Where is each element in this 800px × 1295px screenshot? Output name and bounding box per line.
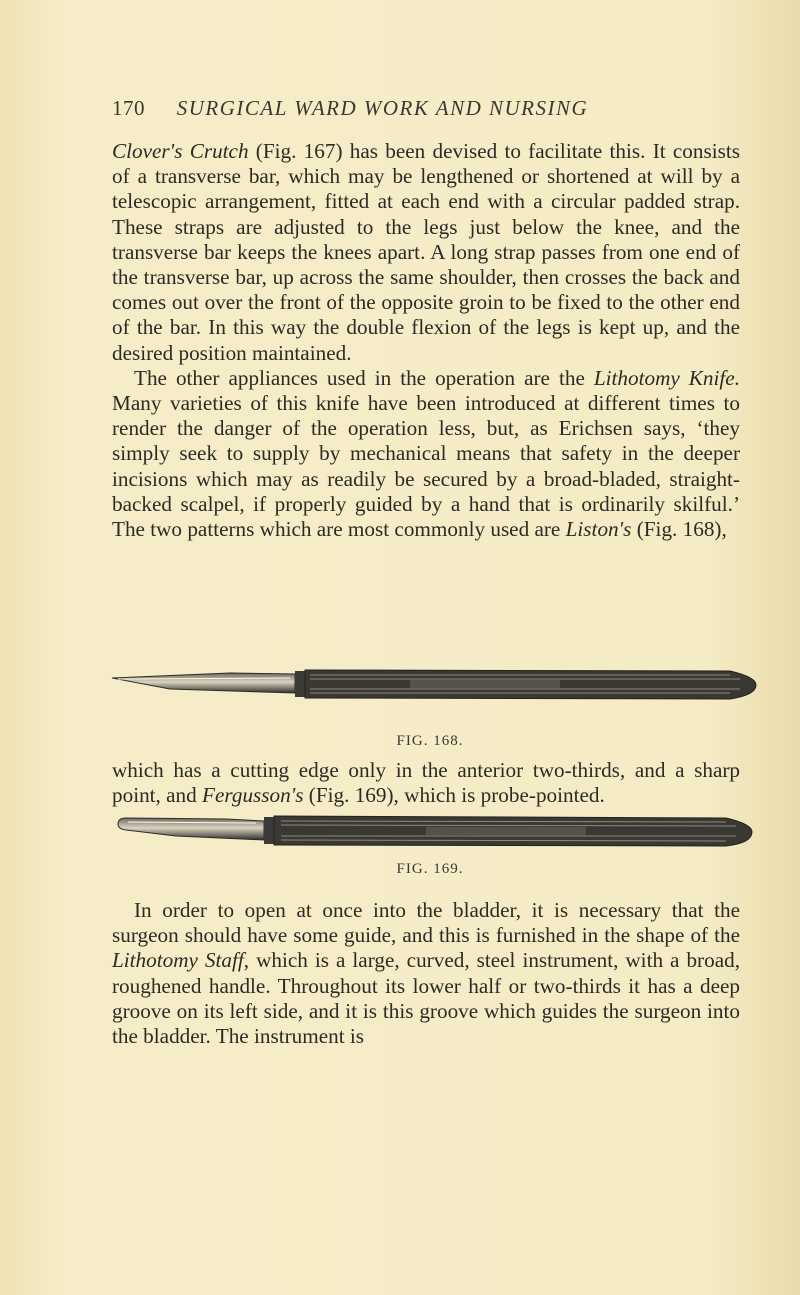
text-block-top	[112, 139, 740, 542]
text-run: (Fig. 169), which is probe-pointed.	[303, 783, 605, 808]
paragraph-clovers-crutch	[112, 139, 740, 366]
text-run: (Fig. 168),	[631, 517, 727, 542]
paragraph-liston-description	[112, 758, 740, 808]
figure-168-caption: FIG. 168.	[396, 733, 464, 749]
text-block-bottom	[112, 898, 740, 1049]
italic-term: Clover's Crutch	[112, 139, 249, 163]
text-run: , which is a large, curved, steel instrument, with a broad, roughened handle. Throughout its lower half or two-thirds it has a deep groove on its left side, and it is this groove which guides the surgeon into the bladder. The instrument is	[112, 948, 740, 1049]
italic-term: Fergusson's	[202, 783, 304, 808]
paragraph-lithotomy-staff	[112, 898, 740, 1049]
figure-169-caption: FIG. 169.	[396, 861, 464, 877]
running-title: SURGICAL WARD WORK AND NURSING	[176, 96, 589, 120]
text-run: Many varieties of this knife have been introduced at different times to render the danger of the operation less, but, as Erichsen says, ‘they simply seek to supply by mechanical means that safety in the deeper incisions which may as readily be secured by a broad-bladed, straight-backed scalpel, if properly guided by a hand that is ordinarily skilful.’ The two patterns which are most commonly used are	[112, 391, 740, 542]
italic-term: Lithotomy Knife.	[593, 365, 740, 390]
text-run: which has a cutting edge only in the anterior two-thirds, and a sharp point, and	[112, 758, 740, 808]
text-block-middle	[112, 758, 740, 808]
text-run: (Fig. 167) has been devised to facilitate this. It consists of a transverse bar, which may be lengthened or shortened at will by a telescopic arrangement, fitted at each end with a circular padded strap. These straps are adjusted to the legs just below the knee, and the transverse bar keeps the knees apart. A long strap passes from one end of the transverse bar, up across the same shoulder, then crosses the back and comes out over the front of the opposite groin to be fixed to the other end of the bar. In this way the double flexion of the legs is kept up, and the desired position maintained.	[112, 139, 740, 365]
running-header	[112, 96, 752, 121]
fergusson-knife-illustration	[116, 812, 756, 848]
italic-term: Liston's	[565, 517, 632, 542]
italic-term: Lithotomy Staff	[112, 948, 244, 973]
liston-knife-illustration	[110, 665, 760, 701]
text-run: The other appliances used in the operation are the	[134, 365, 594, 390]
text-run: In order to open at once into the bladder, it is necessary that the surgeon should have some guide, and this is furnished in the shape of the	[112, 898, 740, 948]
paragraph-lithotomy-knife	[112, 366, 740, 542]
page-number: 170	[112, 96, 145, 120]
